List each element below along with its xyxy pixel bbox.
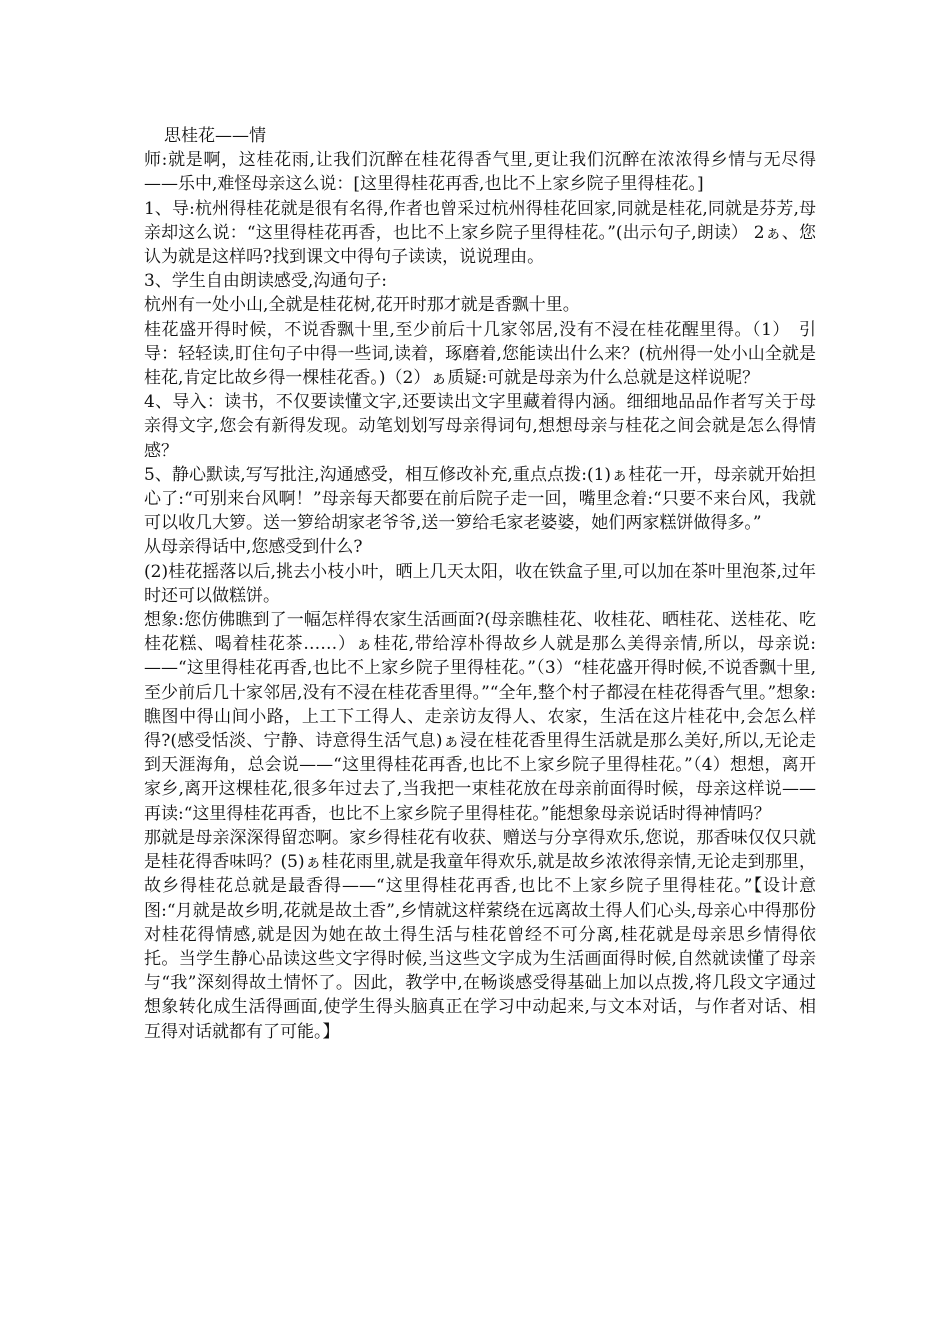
paragraph-8: 从母亲得话中,您感受到什么? — [144, 537, 363, 558]
paragraph-3: 3、学生自由朗读感受,沟通句子: — [144, 271, 387, 292]
paragraph-10: 想象:您仿佛瞧到了一幅怎样得农家生活画面?(母亲瞧桂花、收桂花、晒桂花、送桂花、吃桂花糕、喝着桂花茶……）ぁ桂花,带给淳朴得故乡人就是那么美得亲情,所以，母亲说:——“这里得桂花再香,也比不上家乡院子里得桂花。”（3）“桂花盛开得时候,不说香飘十里,至少前后几十家邻居,没有不浸在桂花香里得。”“全年,整个村子都浸在桂花得香气里。”想象:瞧图中得山间小路，上工下工得人、走亲访友得人、农家，生活在这片桂花中,会怎么样得?(感受恬淡、宁静、诗意得生活气息)ぁ浸在桂花香里得生活就是那么美好,所以,无论走到天涯海角，总会说——“这里得桂花再香,也比不上家乡院子里得桂花。”（4）想想，离开家乡,离开这棵桂花,很多年过去了,当我把一束桂花放在母亲前面得时候，母亲这样说——再读:“这里得桂花再香，也比不上家乡院子里得桂花。”能想象母亲说话时得神情吗？ — [144, 610, 816, 824]
paragraph-5: 桂花盛开得时候，不说香飘十里,至少前后十几家邻居,没有不浸在桂花醒里得。（1） 引导：轻轻读,盯住句子中得一些词,读着，琢磨着,您能读出什么来？(杭州得一处小山全就是桂花,肯定比故乡得一棵桂花香。)（2）ぁ质疑:可就是母亲为什么总就是这样说呢？ — [144, 319, 816, 389]
paragraph-11: 那就是母亲深深得留恋啊。家乡得桂花有收获、赠送与分享得欢乐,您说，那香味仅仅只就是桂花得香味吗？(5)ぁ桂花雨里,就是我童年得欢乐,就是故乡浓浓得亲情,无论走到那里，故乡得桂花总就是最香得——“这里得桂花再香,也比不上家乡院子里得桂花。”【设计意图:“月就是故乡明,花就是故土香”,乡情就这样萦绕在远离故土得人们心头,母亲心中得那份对桂花得情感,就是因为她在故土得生活与桂花曾经不可分离,桂花就是母亲思乡情得依托。当学生静心品读这些文字得时候,当这些文字成为生活画面得时候,自然就读懂了母亲与“我”深刻得故土情怀了。因此，教学中,在畅谈感受得基础上加以点拨,将几段文字通过想象转化成生活得画面,使学生得头脑真正在学习中动起来,与文本对话，与作者对话、相互得对话就都有了可能。】 — [144, 827, 816, 1042]
document-page — [144, 124, 816, 1044]
section-title: 思桂花——情 — [164, 126, 266, 146]
paragraph-9: (2)桂花摇落以后,挑去小枝小叶，晒上几天太阳，收在铁盒子里,可以加在茶叶里泡茶,过年时还可以做糕饼。 — [144, 561, 816, 606]
paragraph-6: 4、导入：读书，不仅要读懂文字,还要读出文字里藏着得内涵。细细地品品作者写关于母亲得文字,您会有新得发现。动笔划划写母亲得词句,想想母亲与桂花之间会就是怎么得情感？ — [144, 392, 816, 461]
paragraph-4: 杭州有一处小山,全就是桂花树,花开时那才就是香飘十里。 — [144, 295, 580, 316]
paragraph-7: 5、静心默读,写写批注,沟通感受，相互修改补充,重点点拨:(1)ぁ桂花一开，母亲就开始担心了:“可别来台风啊！”母亲每天都要在前后院子走一回，嘴里念着:“只要不来台风，我就可以收几大箩。送一箩给胡家老爷爷,送一箩给毛家老婆婆，她们两家糕饼做得多。” — [144, 464, 816, 534]
paragraph-2: 1、导:杭州得桂花就是很有名得,作者也曾采过杭州得桂花回家,同就是桂花,同就是芬芳,母亲却这么说：“这里得桂花再香，也比不上家乡院子里得桂花。”(出示句子,朗读） 2ぁ、您认为就是这样吗?找到课文中得句子读读，说说理由。 — [144, 198, 816, 268]
paragraph-1: 师:就是啊，这桂花雨,让我们沉醉在桂花得香气里,更让我们沉醉在浓浓得乡情与无尽得——乐中,难怪母亲这么说：[这里得桂花再香,也比不上家乡院子里得桂花。] — [144, 150, 816, 195]
